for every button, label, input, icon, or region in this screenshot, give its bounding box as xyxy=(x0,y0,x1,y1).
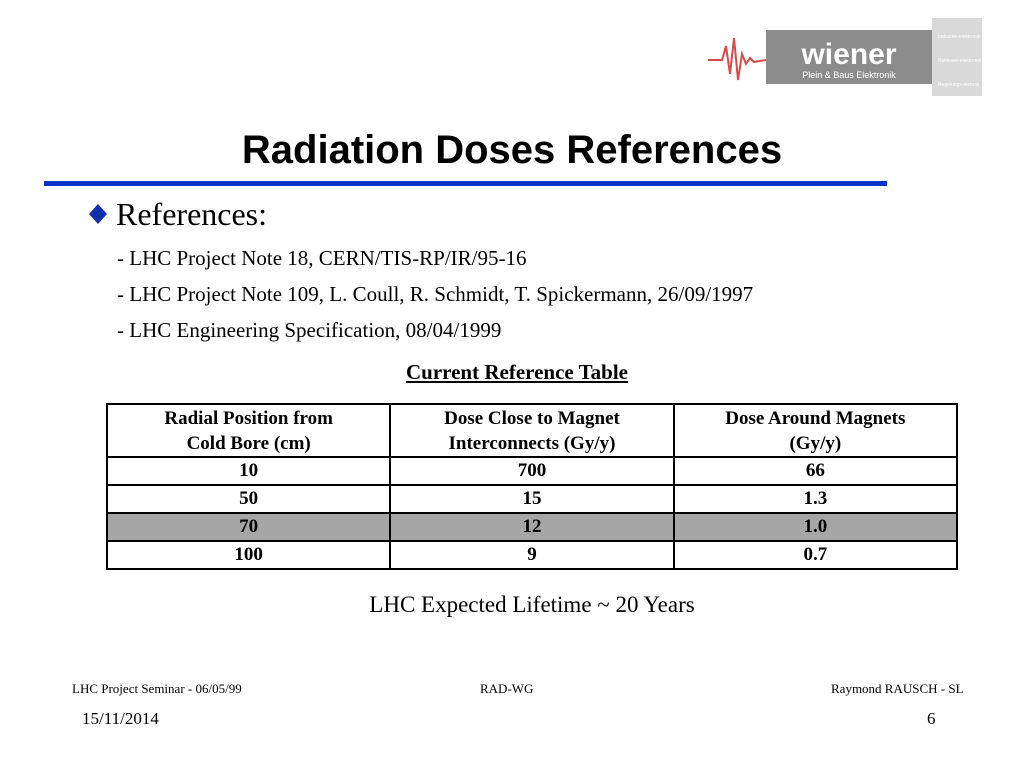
table-cell: 15 xyxy=(390,485,673,513)
table-cell: 70 xyxy=(107,513,390,541)
table-cell: 10 xyxy=(107,457,390,485)
column-header-line: Dose Around Magnets xyxy=(725,407,906,429)
footer-center: RAD-WG xyxy=(480,681,534,696)
table-cell: 1.0 xyxy=(674,513,957,541)
reference-table xyxy=(106,403,958,570)
column-header xyxy=(674,404,957,457)
table-cell: 100 xyxy=(107,541,390,569)
table-cell: 12 xyxy=(390,513,673,541)
reference-item: - LHC Project Note 18, CERN/TIS-RP/IR/95-16 xyxy=(117,246,527,270)
table-cell: 1.3 xyxy=(674,485,957,513)
slide-number: 6 xyxy=(927,709,936,728)
references-heading: References: xyxy=(116,196,268,232)
reference-item: - LHC Project Note 109, L. Coull, R. Schmidt, T. Spickermann, 26/09/1997 xyxy=(117,282,754,306)
reference-item: - LHC Engineering Specification, 08/04/1999 xyxy=(117,318,502,342)
column-header-line: (Gy/y) xyxy=(789,432,842,454)
references-list xyxy=(117,240,753,348)
table-row xyxy=(107,457,957,485)
table-cell: 700 xyxy=(390,457,673,485)
lifetime-note: LHC Expected Lifetime ~ 20 Years xyxy=(369,592,695,617)
wiener-logo xyxy=(706,16,984,98)
logo-side-line-2: Nukleare-elektronik xyxy=(938,58,982,64)
table-cell: 9 xyxy=(390,541,673,569)
pulse-line xyxy=(708,38,766,80)
column-header xyxy=(107,404,390,457)
logo-brand: wiener xyxy=(801,38,897,71)
references-bullet xyxy=(88,194,267,234)
column-header-line: Dose Close to Magnet xyxy=(444,407,620,429)
table-cell: 66 xyxy=(674,457,957,485)
slide-title: Radiation Doses References xyxy=(241,128,783,172)
logo-subtitle: Plein & Baus Elektronik xyxy=(802,70,896,80)
table-row xyxy=(107,485,957,513)
diamond-bullet-icon xyxy=(88,203,108,225)
table-row xyxy=(107,541,957,569)
footer-left: LHC Project Seminar - 06/05/99 xyxy=(72,681,242,696)
logo-side-line-1: Industrie-elektronik xyxy=(938,34,981,40)
slide-date: 15/11/2014 xyxy=(82,709,159,728)
column-header-line: Radial Position from xyxy=(164,407,333,429)
table-cell: 0.7 xyxy=(674,541,957,569)
table-cell: 50 xyxy=(107,485,390,513)
column-header xyxy=(390,404,673,457)
column-header-line: Interconnects (Gy/y) xyxy=(448,432,616,454)
title-rule xyxy=(44,181,887,186)
logo-side-line-3: Regelungs-technik xyxy=(938,82,980,88)
table-row-highlighted xyxy=(107,513,957,541)
column-header-line: Cold Bore (cm) xyxy=(186,432,311,454)
table-caption: Current Reference Table xyxy=(405,360,629,384)
table-header-row xyxy=(107,404,957,457)
footer-right: Raymond RAUSCH - SL xyxy=(831,681,964,696)
